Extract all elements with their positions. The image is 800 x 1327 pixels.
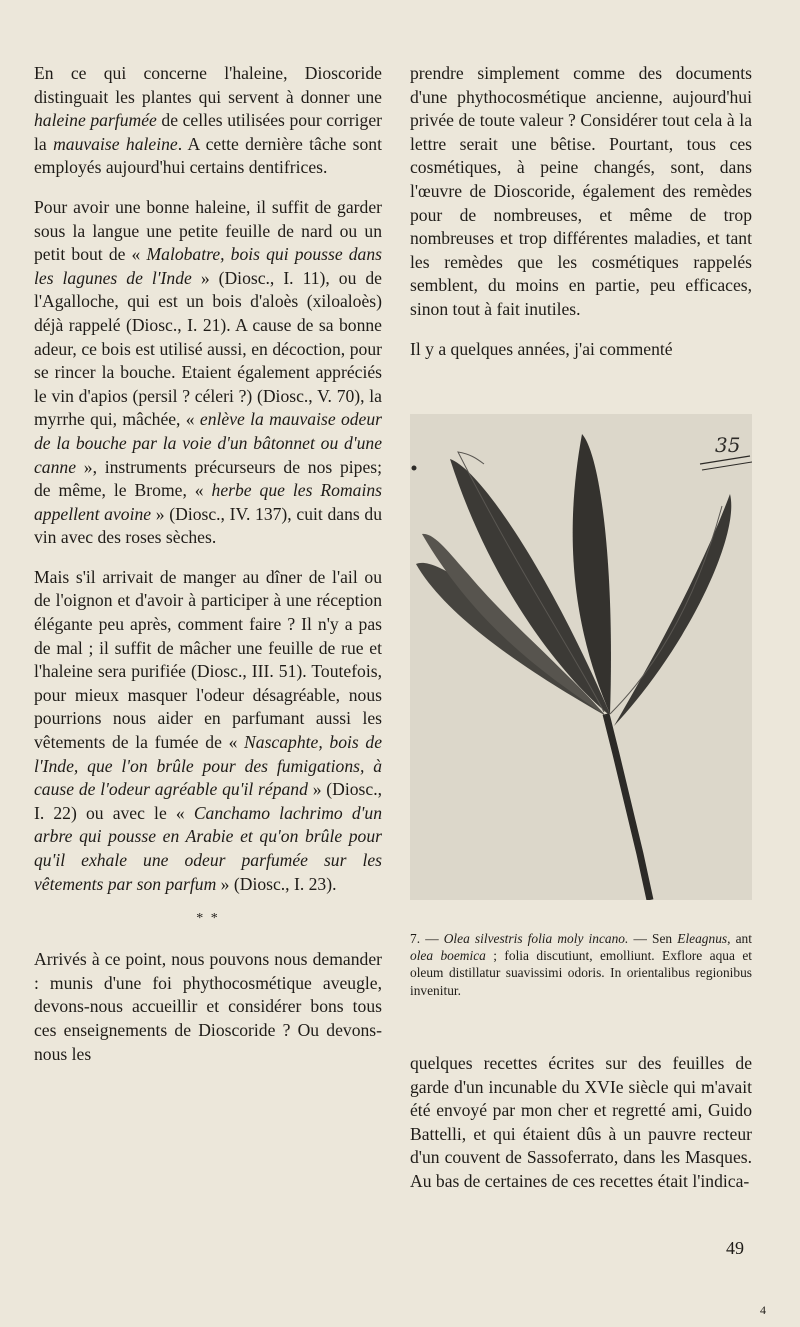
olive-branch-illustration — [410, 414, 752, 900]
handwritten-annotation: 35 — [715, 433, 741, 457]
paragraph: En ce qui concerne l'haleine, Dioscoride distinguait les plantes qui servent à donner une haleine parfumée de celles utilisées pour corriger la mauvaise haleine. A cette dernière tâche sont employés aujourd'hui certains dentifrices. — [34, 63, 382, 178]
paragraph: prendre simplement comme des documents d'une phythocosmétique ancienne, aujourd'hui privée de toute valeur ? Considérer tout cela à la lettre serait une bêtise. Pourtant, tous ces cosmétiques, à peine changés, sont, dans l'œuvre de Dioscoride, également des remèdes pour de nombreuses, et même de trop nombreuses et trop différentes maladies, et tant les remèdes que les cosmétiques rappelés semblent, du moins en partie, peu efficaces, sinon tout à fait inutiles. — [410, 63, 752, 319]
right-column-top — [410, 62, 752, 377]
paragraph: Arrivés à ce point, nous pouvons nous demander : munis d'une foi phythocosmétique aveugle, devons-nous accueillir et considérer bons tous ces enseignements de Dioscoride ? Ou devons-nous les — [34, 949, 382, 1064]
paragraph: quelques recettes écrites sur des feuilles de garde d'un incunable du XVIe siècle qui m'avait été envoyé par mon cher et regretté ami, Guido Battelli, et qui étaient dûs à un pauvre recteur d'un couvent de Sassoferrato, dans les Masques. Au bas de certaines de ces recettes était l'indica- — [410, 1053, 752, 1191]
sheet-number: 4 — [760, 1303, 766, 1317]
right-column-bottom — [410, 1052, 752, 1210]
plant-photograph — [410, 414, 752, 900]
figure-caption: 7. — Olea silvestris folia moly incano. — Sen Eleagnus, ant olea boemica ; folia discutiunt, emolliunt. Exflore aqua et oleum distillatur suavissimi odoris. In orientalibus regionibus invenitur. — [410, 931, 753, 998]
page-number: 49 — [726, 1238, 744, 1258]
left-column — [34, 62, 382, 1082]
paragraph: Pour avoir une bonne haleine, il suffit de garder sous la langue une petite feuille de nard ou un petit bout de « Malobatre, bois qui pousse dans les lagunes de l'Inde » (Diosc., I. 11), ou de l'Agalloche, qui est un bois d'aloès (xiloaloès) déjà rappelé (Diosc., I. 21). A cause de sa bonne adeur, ce bois est utilisé aussi, en décoction, pour se rincer la bouche. Etaient également appréciés le vin d'apios (persil ? céleri ?) (Diosc., V. 70), la myrrhe qui, mâchée, « enlève la mauvaise odeur de la bouche par la voie d'un bâtonnet ou d'une canne », instruments précurseurs de nos pipes; de même, le Brome, « herbe que les Romains appellent avoine » (Diosc., IV. 137), cuit dans du vin avec des roses sèches. — [34, 196, 383, 548]
paragraph: Mais s'il arrivait de manger au dîner de l'ail ou de l'oignon et d'avoir à participer à une réception élégante peu après, comment faire ? Il n'y a pas de mal ; il suffit de mâcher une feuille de rue et l'haleine sera purifiée (Diosc., III. 51). Toutefois, pour mieux masquer l'odeur désagréable, nous pourrions nous aider en parfumant aussi les vêtements de la fumée de « Nascaphte, bois de l'Inde, que l'on brûle pour des fumigations, à cause de l'odeur agréable qu'il répand » (Diosc., I. 22) ou avec le « Canchamo lachrimo d'un arbre qui pousse en Arabie et qu'on brûle pour qu'il exhale une odeur parfumée sur les vêtements par son parfum » (Diosc., I. 23). — [34, 566, 383, 894]
section-separator: * * — [196, 911, 220, 927]
paragraph: Il y a quelques années, j'ai commenté — [410, 338, 673, 359]
